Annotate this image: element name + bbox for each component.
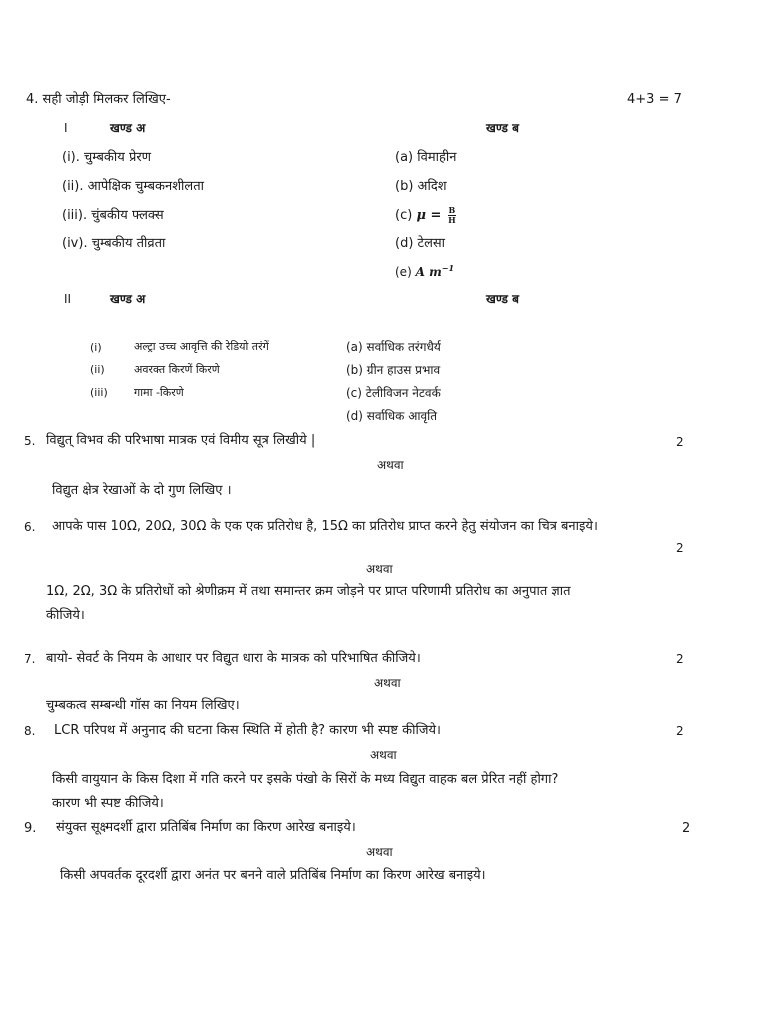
- q5-alt-text: विद्युत क्षेत्र रेखाओं के दो गुण लिखिए ।: [52, 483, 232, 498]
- q8-alt-line1: किसी वायुयान के किस दिशा में गति करने पर इसके पंखो के सिरों के मध्य विद्युत वाहक बल प्रेरित नहीं होगा?: [52, 772, 559, 787]
- formula-fraction: [448, 206, 457, 225]
- q9-text: संयुक्त सूक्ष्मदर्शी द्वारा प्रतिबिंब निर्माण का किरण आरेख बनाइये।: [56, 820, 356, 835]
- q4-p1-a-item: (iv). चुम्बकीय तीव्रता: [62, 236, 166, 251]
- q4-p1-b-formula-row: [395, 204, 456, 228]
- q4-part2-head-b: खण्ड ब: [486, 292, 519, 306]
- q4-part2-head-a: खण्ड अ: [110, 292, 146, 306]
- q6-marks: 2: [676, 541, 684, 555]
- q5-text: विद्युत् विभव की परिभाषा मात्रक एवं विमीय सूत्र लिखीये |: [46, 433, 316, 448]
- q4-p2-b-item: (b) ग्रीन हाउस प्रभाव: [346, 363, 441, 377]
- q4-p2-a-item: अल्ट्रा उच्च आवृत्ति की रेडियो तरंगें: [134, 340, 269, 353]
- q4-p2-index: (i): [90, 341, 102, 354]
- q7-alt-text: चुम्बकत्व सम्बन्धी गॉस का नियम लिखिए।: [46, 698, 240, 713]
- q8-marks: 2: [676, 724, 684, 738]
- q7-marks: 2: [676, 652, 684, 666]
- q4-part1-head-a: खण्ड अ: [110, 121, 146, 135]
- q4-p2-a-item: गामा -किरणे: [134, 386, 184, 399]
- q6-alt-line1: 1Ω, 2Ω, 3Ω के प्रतिरोधों को श्रेणीक्रम में तथा समान्तर क्रम जोड़ने पर प्राप्त परिणामी प्रतिरोध का अनुपात ज्ञात: [46, 584, 571, 599]
- formula-lhs: μ =: [416, 208, 442, 223]
- q4-part2-roman: II: [64, 292, 72, 306]
- q4-p1-b-unit-row: [395, 264, 454, 278]
- q9-number: 9.: [24, 821, 37, 836]
- unit-exponent: −1: [441, 263, 455, 273]
- q8-number: 8.: [24, 724, 36, 738]
- q4-p2-b-item: (c) टेलीविजन नेटवर्क: [346, 386, 441, 400]
- q4-p1-b-item: (b) अदिश: [395, 179, 447, 194]
- q4-p2-index: (iii): [90, 386, 108, 399]
- q4-p1-b-item: (a) विमाहीन: [395, 150, 457, 165]
- formula-numerator: B: [448, 205, 456, 215]
- q9-or: अथवा: [366, 845, 393, 859]
- q6-or: अथवा: [366, 562, 393, 576]
- q4-part1-roman: I: [64, 121, 68, 135]
- q5-number: 5.: [24, 434, 36, 448]
- q8-alt-line2: कारण भी स्पष्ट कीजिये।: [52, 796, 164, 811]
- q4-p1-b-label-e: (e): [395, 265, 412, 279]
- q5-or: अथवा: [377, 458, 404, 472]
- q7-number: 7.: [24, 652, 36, 666]
- q4-p2-a-item: अवरक्त किरणें किरणे: [134, 363, 220, 376]
- q4-p1-b-label-c: (c): [395, 208, 413, 223]
- q7-text: बायो- सेवर्ट के नियम के आधार पर विद्युत धारा के मात्रक को परिभाषित कीजिये।: [46, 651, 421, 666]
- q6-alt-line2: कीजिये।: [46, 608, 85, 623]
- q4-p2-b-item: (d) सर्वाधिक आवृति: [346, 409, 438, 423]
- q4-p1-a-item: (ii). आपेक्षिक चुम्बकनशीलता: [62, 179, 205, 194]
- q4-p1-a-item: (i). चुम्बकीय प्रेरण: [62, 150, 152, 165]
- q5-marks: 2: [676, 435, 684, 449]
- unit-base: A m: [415, 265, 442, 279]
- q8-text: LCR परिपथ में अनुनाद की घटना किस स्थिति में होती है? कारण भी स्पष्ट कीजिये।: [54, 723, 441, 738]
- formula-denominator: H: [448, 215, 456, 225]
- q4-part1-head-b: खण्ड ब: [486, 121, 519, 135]
- q6-number: 6.: [24, 520, 36, 534]
- q9-alt-text: किसी अपवर्तक दूरदर्शी द्वारा अनंत पर बनने वाले प्रतिबिंब निर्माण का किरण आरेख बनाइये।: [60, 868, 486, 883]
- q4-p2-index: (ii): [90, 363, 105, 376]
- q4-title: 4. सही जोड़ी मिलकर लिखिए-: [26, 92, 171, 107]
- q4-p2-b-item: (a) सर्वाधिक तरंगधैर्य: [346, 340, 441, 354]
- q4-p1-a-item: (iii). चुंबकीय फ्लक्स: [62, 208, 164, 223]
- q4-marks: 4+3 = 7: [627, 92, 682, 107]
- q9-marks: 2: [682, 821, 691, 836]
- q6-text: आपके पास 10Ω, 20Ω, 30Ω के एक एक प्रतिरोध है, 15Ω का प्रतिरोध प्राप्त करने हेतु संयोजन का चित्र बनाइये।: [52, 519, 598, 534]
- q8-or: अथवा: [370, 748, 397, 762]
- q7-or: अथवा: [374, 676, 401, 690]
- q4-p1-b-item: (d) टेलसा: [395, 236, 446, 251]
